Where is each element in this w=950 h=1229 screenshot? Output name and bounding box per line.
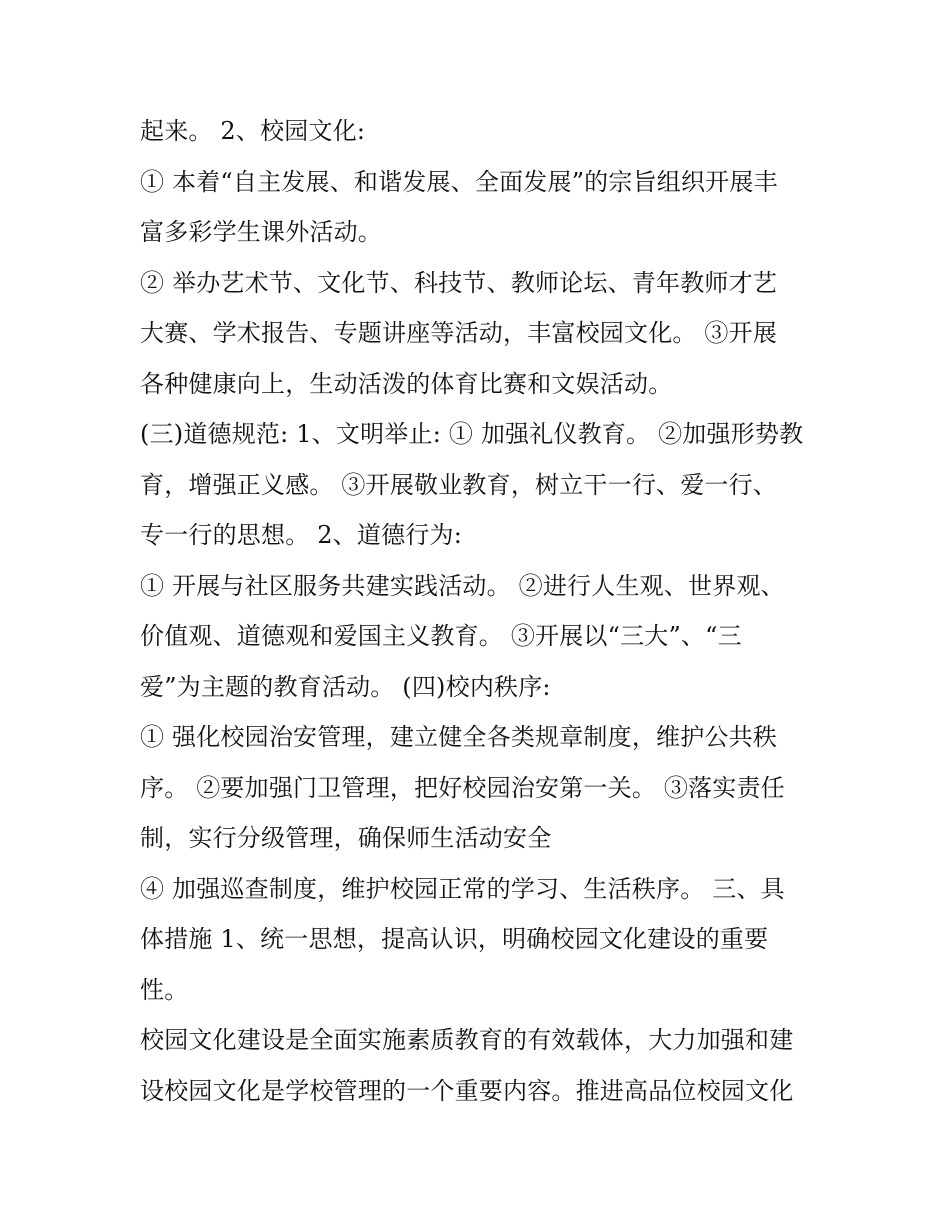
text-line: 价值观、道德观和爱国主义教育。 ③开展以“三大”、“三 [140,622,742,650]
text-line: 性。 [140,975,189,1004]
text-line: ④ 加强巡查制度，维护校园正常的学习、生活秩序。 三、具 [140,874,785,903]
text-line: ① 本着“自主发展、和谐发展、全面发展”的宗旨组织开展丰 [140,167,778,196]
text-line: 专一行的思想。 2、道德行为: [140,521,462,549]
text-line: 校园文化建设是全面实施素质教育的有效载体，大力加强和建 [140,1026,794,1054]
text-line: 各种健康向上，生动活泼的体育比赛和文娱活动。 [140,369,673,398]
text-line: 大赛、学术报告、专题讲座等活动，丰富校园文化。 ③开展 [140,319,778,347]
text-line: 起来。 2、校园文化: [140,117,366,145]
text-line: 爱”为主题的教育活动。 (四)校内秩序: [140,672,551,701]
document-body [140,106,820,1116]
text-line: ① 开展与社区服务共建实践活动。 ②进行人生观、世界观、 [140,571,785,600]
text-line: 设校园文化是学校管理的一个重要内容。推进高品位校园文化 [140,1076,794,1105]
text-line: 体措施 1、统一思想，提高认识，明确校园文化建设的重要 [140,925,769,953]
text-line: ② 举办艺术节、文化节、科技节、教师论坛、青年教师才艺 [140,268,778,297]
text-line: 制，实行分级管理，确保师生活动安全 [140,824,552,852]
text-line: 序。 ②要加强门卫管理，把好校园治安第一关。 ③落实责任 [140,773,785,802]
text-line: (三)道德规范: 1、文明举止: ① 加强礼仪教育。 ②加强形势教 [140,420,804,448]
text-line: ① 强化校园治安管理，建立健全各类规章制度，维护公共秩 [140,723,778,751]
text-line: 富多彩学生课外活动。 [140,218,382,246]
text-line: 育，增强正义感。 ③开展敬业教育，树立干一行、爱一行、 [140,470,778,499]
